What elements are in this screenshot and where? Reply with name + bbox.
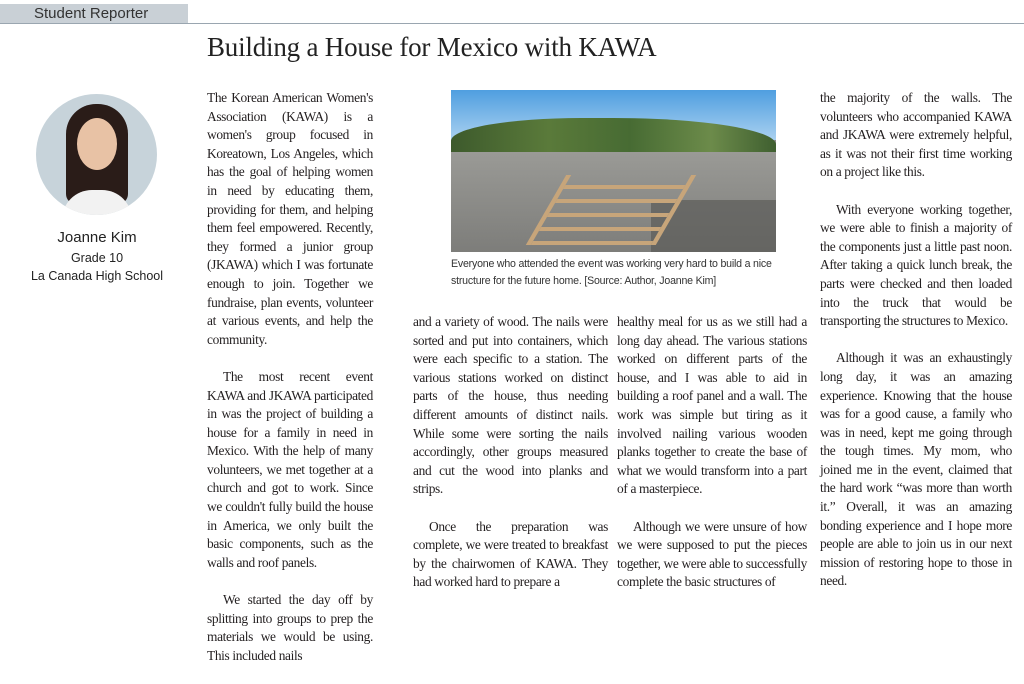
author-name: Joanne Kim [57,229,137,246]
paragraph: healthy meal for us as we still had a long day ahead. The various stations worked on different parts of the house, and I was able to aid in building a roof panel and a wall. The work was simple but tiring as it involved nailing various wooden planks together to create the base of what we would transform into a part of a masterpiece. [617,314,807,497]
author-grade: Grade 10 [70,251,124,265]
paragraph: Once the preparation was complete, we were treated to breakfast by the chairwomen of KAWA. They had worked hard to prepare a [413,518,608,590]
article-title: Building a House for Mexico with KAWA [207,32,657,62]
photo-caption: Everyone who attended the event was working very hard to build a nice structure for the future home. [Source: Author, Joanne Kim] [451,258,772,287]
article-column-4 [820,89,1012,610]
paragraph: Although we were unsure of how we were supposed to put the pieces together, we were able to successfully complete the basic structures of [617,518,807,590]
section-label: Student Reporter [0,4,188,23]
article-column-2 [413,313,608,611]
header-divider [0,23,1024,24]
article-column-3 [617,313,807,611]
paragraph: The most recent event KAWA and JKAWA participated in was the project of building a house for a family in need in Mexico. With the help of many volunteers, we met together at a church and got to work. Since we couldn't fully build the house in America, we only built the basic components, such as the walls and roof panels. [207,368,373,570]
paragraph: and a variety of wood. The nails were sorted and put into containers, which were each specific to a station. The various stations worked on distinct parts of the house, thus needing different amounts of distinct nails. While some were sorting the nails accordingly, other groups measured and cut the wood into planks and strips. [413,314,608,497]
paragraph: Although it was an exhaustingly long day, it was an amazing experience. Knowing that the house was for a good cause, a family who was in need, kept me going through the tough times. My mom, who joined me in the event, claimed that the hard work “was more than worth it.” Overall, it was an amazing bonding experience and I hope more people are able to join us in our next mission of restoring hope to those in need. [820,350,1012,589]
article-column-1 [207,89,373,684]
author-photo [36,94,157,215]
paragraph: We started the day off by splitting into groups to prep the materials we would be using. This included nails [207,592,373,663]
paragraph: the majority of the walls. The volunteers who accompanied KAWA and JKAWA were extremely helpful, as it was not their first time working on a project like this. [820,90,1012,180]
article-photo [451,90,776,252]
paragraph: With everyone working together, we were able to finish a majority of the components just a little past noon. After taking a quick lunch break, the parts were checked and then loaded into the truck that would be transporting the structures to Mexico. [820,201,1012,329]
author-school: La Canada High School [30,269,164,283]
paragraph: The Korean American Women's Association (KAWA) is a women's group focused in Koreatown, Los Angeles, which has the goal of helping women in need by educating them, providing for them, and helping them feel empowered. Recently, they formed a junior group (JKAWA) which I was fortunate enough to join. Together we fundraise, plan events, volunteer at various events, and help the community. [207,90,373,347]
